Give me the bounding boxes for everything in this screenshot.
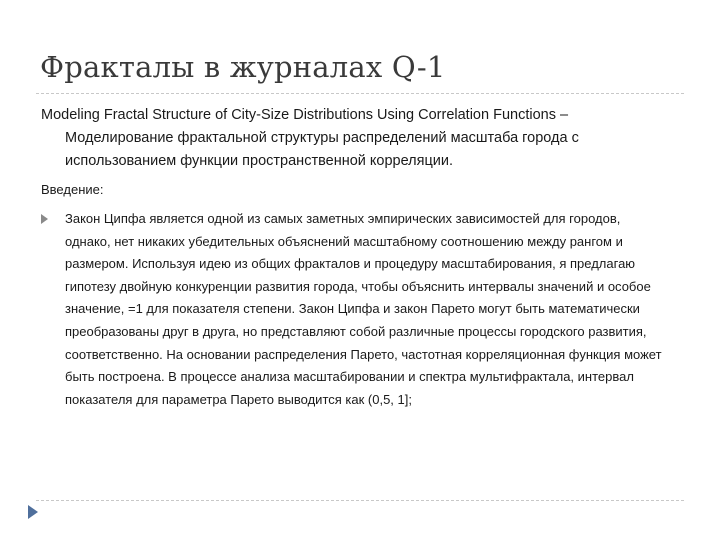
paper-title-russian: Моделирование фрактальной структуры распределений масштаба города с использованием функции пространственной корреляции. [65, 130, 579, 169]
triangle-right-icon [41, 214, 48, 224]
intro-label: Введение: [41, 182, 104, 197]
footer-divider [36, 500, 684, 501]
paper-title [41, 104, 681, 173]
slide-title: Фракталы в журналах Q-1 [40, 50, 446, 84]
next-slide-arrow-icon[interactable] [28, 505, 38, 519]
title-divider [36, 93, 684, 94]
paper-title-english: Modeling Fractal Structure of City-Size Distributions Using Correlation Functions – [41, 107, 569, 123]
bullet-text: Закон Ципфа является одной из самых заметных эмпирических зависимостей для городов, однако, нет никаких убедительных объяснений масштабному соотношению между рангом и размером. Используя идею из общих фракталов и процедуру масштабирования, я предлагаю гипотезу двойную конкуренции развития города, чтобы объяснить интервалы значений и особое значение, =1 для показателя степени. Закон Ципфа и закон Парето могут быть математически преобразованы друг в друга, но представляют собой различные процессы городского развития, соответственно. На основании распределения Парето, частотная корреляционная функция может быть построена. В процессе анализа масштабировании и спектра мультифрактала, интервал показателя для параметра Парето выводится как (0,5, 1]; [65, 211, 662, 407]
